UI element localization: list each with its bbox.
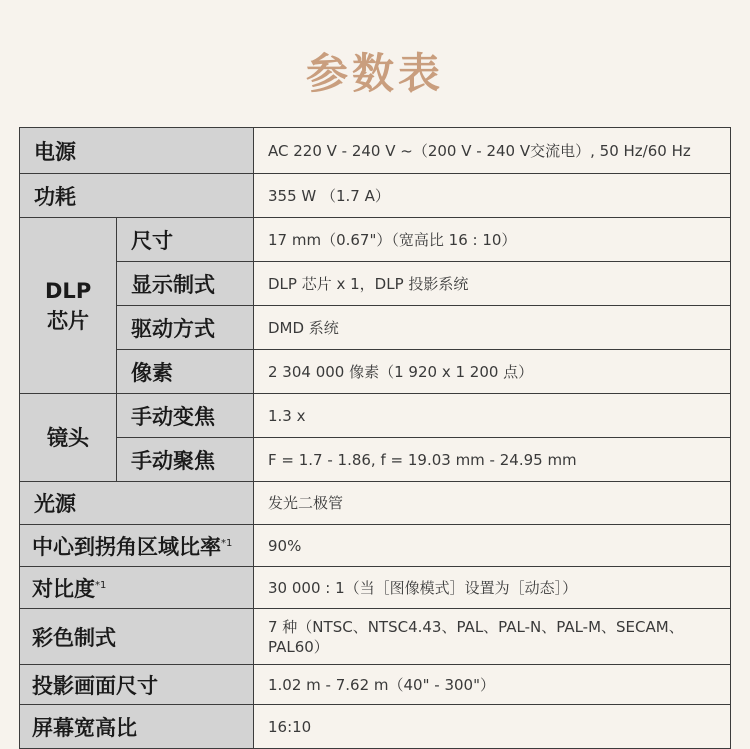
spec-table — [19, 127, 731, 749]
color-system-label: 彩色制式 — [20, 609, 254, 665]
table-row — [20, 705, 731, 749]
consumption-label: 功耗 — [20, 174, 254, 218]
table-row — [20, 262, 731, 306]
table-row — [20, 174, 731, 218]
lens-group-label: 镜头 — [20, 394, 117, 482]
screen-size-label: 投影画面尺寸 — [20, 665, 254, 705]
table-row — [20, 482, 731, 525]
contrast-label — [20, 567, 254, 609]
dlp-size-value: 17 mm（0.67"）（宽高比 16 : 10） — [254, 218, 731, 262]
contrast-footnote: *1 — [95, 579, 107, 591]
power-value: AC 220 V - 240 V ~（200 V - 240 V交流电）, 50 Hz/60 Hz — [254, 128, 731, 174]
dlp-group-text: DLP 芯片 — [45, 278, 92, 333]
page-title: 参数表 — [305, 49, 444, 98]
uniformity-label-text: 中心到拐角区域比率 — [32, 534, 221, 559]
power-label: 电源 — [20, 128, 254, 174]
lens-zoom-value: 1.3 x — [254, 394, 731, 438]
table-row — [20, 525, 731, 567]
aspect-value: 16:10 — [254, 705, 731, 749]
dlp-size-label: 尺寸 — [117, 218, 254, 262]
light-source-label: 光源 — [20, 482, 254, 525]
table-row — [20, 306, 731, 350]
contrast-label-text: 对比度 — [32, 576, 95, 601]
dlp-drive-label: 驱动方式 — [117, 306, 254, 350]
uniformity-value: 90% — [254, 525, 731, 567]
uniformity-footnote: *1 — [221, 537, 233, 549]
table-row — [20, 438, 731, 482]
dlp-display-label: 显示制式 — [117, 262, 254, 306]
lens-focus-value: F = 1.7 - 1.86, f = 19.03 mm - 24.95 mm — [254, 438, 731, 482]
table-row — [20, 567, 731, 609]
lens-zoom-label: 手动变焦 — [117, 394, 254, 438]
consumption-value: 355 W （1.7 A） — [254, 174, 731, 218]
light-source-value: 发光二极管 — [254, 482, 731, 525]
table-row — [20, 609, 731, 665]
contrast-value: 30 000 : 1（当［图像模式］设置为［动态］） — [254, 567, 731, 609]
lens-focus-label: 手动聚焦 — [117, 438, 254, 482]
dlp-display-value: DLP 芯片 x 1，DLP 投影系统 — [254, 262, 731, 306]
table-row — [20, 394, 731, 438]
screen-size-value: 1.02 m - 7.62 m（40" - 300"） — [254, 665, 731, 705]
table-row — [20, 665, 731, 705]
dlp-group-label — [20, 218, 117, 394]
uniformity-label — [20, 525, 254, 567]
table-row — [20, 350, 731, 394]
dlp-pixels-label: 像素 — [117, 350, 254, 394]
table-row — [20, 218, 731, 262]
aspect-label: 屏幕宽高比 — [20, 705, 254, 749]
dlp-drive-value: DMD 系统 — [254, 306, 731, 350]
color-system-value: 7 种（NTSC、NTSC4.43、PAL、PAL-N、PAL-M、SECAM、PAL60） — [254, 609, 731, 665]
dlp-pixels-value: 2 304 000 像素（1 920 x 1 200 点） — [254, 350, 731, 394]
table-row — [20, 128, 731, 174]
